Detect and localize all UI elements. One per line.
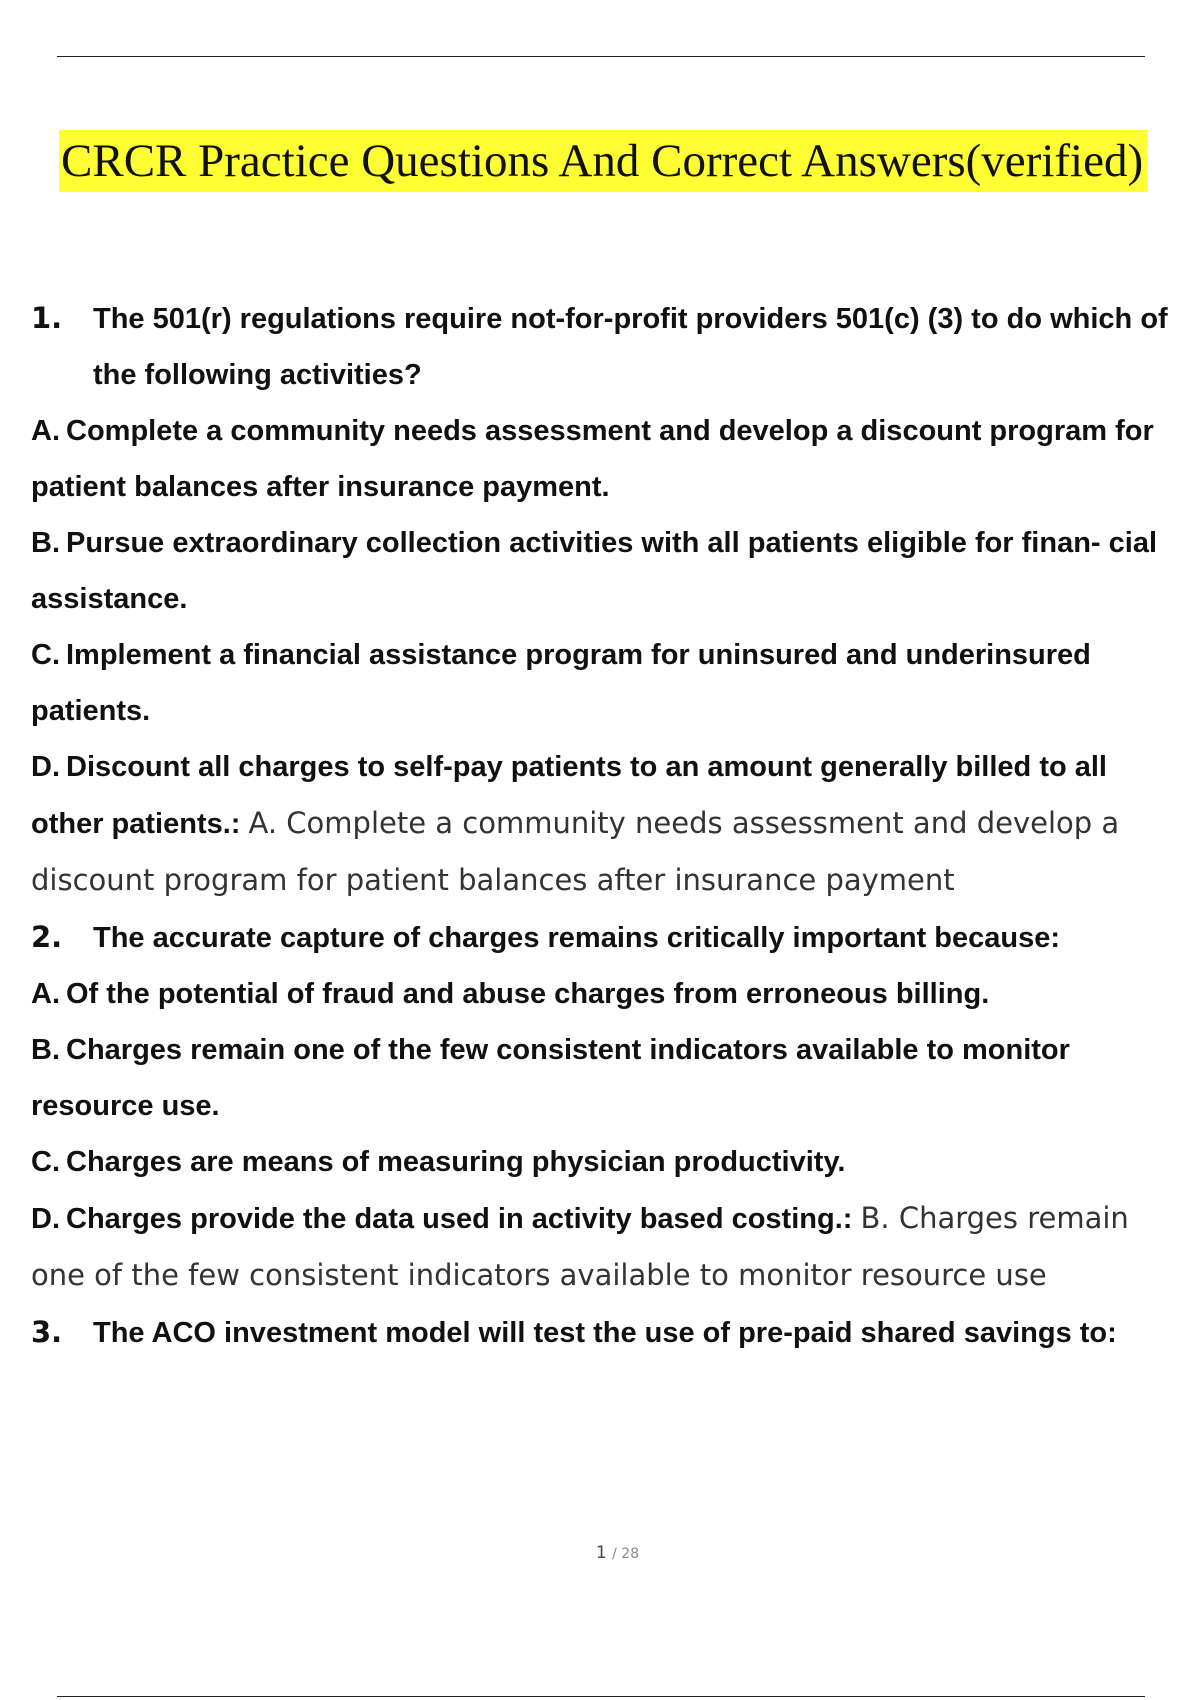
question-text: The ACO investment model will test the use of pre-paid shared savings to: — [93, 1317, 1117, 1349]
option-letter: D. — [31, 751, 60, 783]
option-c — [31, 1134, 1181, 1190]
page-indicator — [0, 1543, 1200, 1563]
option-letter: B. — [31, 527, 60, 559]
question-2 — [31, 909, 1181, 966]
option-b — [31, 1022, 1181, 1134]
question-number: 2. — [31, 920, 63, 954]
option-a — [31, 403, 1181, 515]
question-number: 3. — [31, 1315, 63, 1349]
question-3 — [31, 1304, 1181, 1361]
option-d — [31, 1190, 1181, 1304]
option-a — [31, 966, 1181, 1022]
answer-text: A. Complete a community needs assessment and develop a discount program for patient balances after insurance payment — [31, 806, 1120, 897]
option-c — [31, 627, 1181, 739]
option-text: Charges provide the data used in activity based costing.: — [66, 1203, 853, 1235]
question-1 — [31, 290, 1181, 403]
option-letter: C. — [31, 1146, 60, 1178]
option-text: Charges are means of measuring physician productivity. — [66, 1146, 846, 1178]
document-body — [31, 290, 1181, 1361]
option-text: Charges remain one of the few consistent indicators available to monitor resource use. — [31, 1034, 1070, 1122]
question-text: The 501(r) regulations require not-for-profit providers 501(c) (3) to do which of the following activities? — [93, 303, 1168, 391]
option-letter: A. — [31, 978, 60, 1010]
option-text: Discount all charges to self-pay patients to an amount generally billed to all other patients.: — [31, 751, 1107, 840]
current-page: 1 — [595, 1543, 607, 1563]
option-d — [31, 739, 1181, 909]
question-text: The accurate capture of charges remains critically important because: — [93, 922, 1061, 954]
option-text: Implement a financial assistance program for uninsured and underinsured patients. — [31, 639, 1091, 727]
option-b — [31, 515, 1181, 627]
option-letter: C. — [31, 639, 60, 671]
bottom-divider — [57, 1696, 1145, 1697]
option-letter: A. — [31, 415, 60, 447]
option-text: Pursue extraordinary collection activities with all patients eligible for finan- cial assistance. — [31, 527, 1158, 615]
option-text: Of the potential of fraud and abuse charges from erroneous billing. — [66, 978, 990, 1010]
document-title: CRCR Practice Questions And Correct Answers(verified) — [59, 130, 1147, 192]
answer-text: B. Charges remain one of the few consistent indicators available to monitor resource use — [31, 1201, 1129, 1292]
top-divider — [57, 56, 1145, 57]
total-pages: / 28 — [612, 1546, 640, 1562]
option-text: Complete a community needs assessment and develop a discount program for patient balances after insurance payment. — [31, 415, 1154, 503]
option-letter: B. — [31, 1034, 60, 1066]
option-letter: D. — [31, 1203, 60, 1235]
question-number: 1. — [31, 301, 63, 335]
